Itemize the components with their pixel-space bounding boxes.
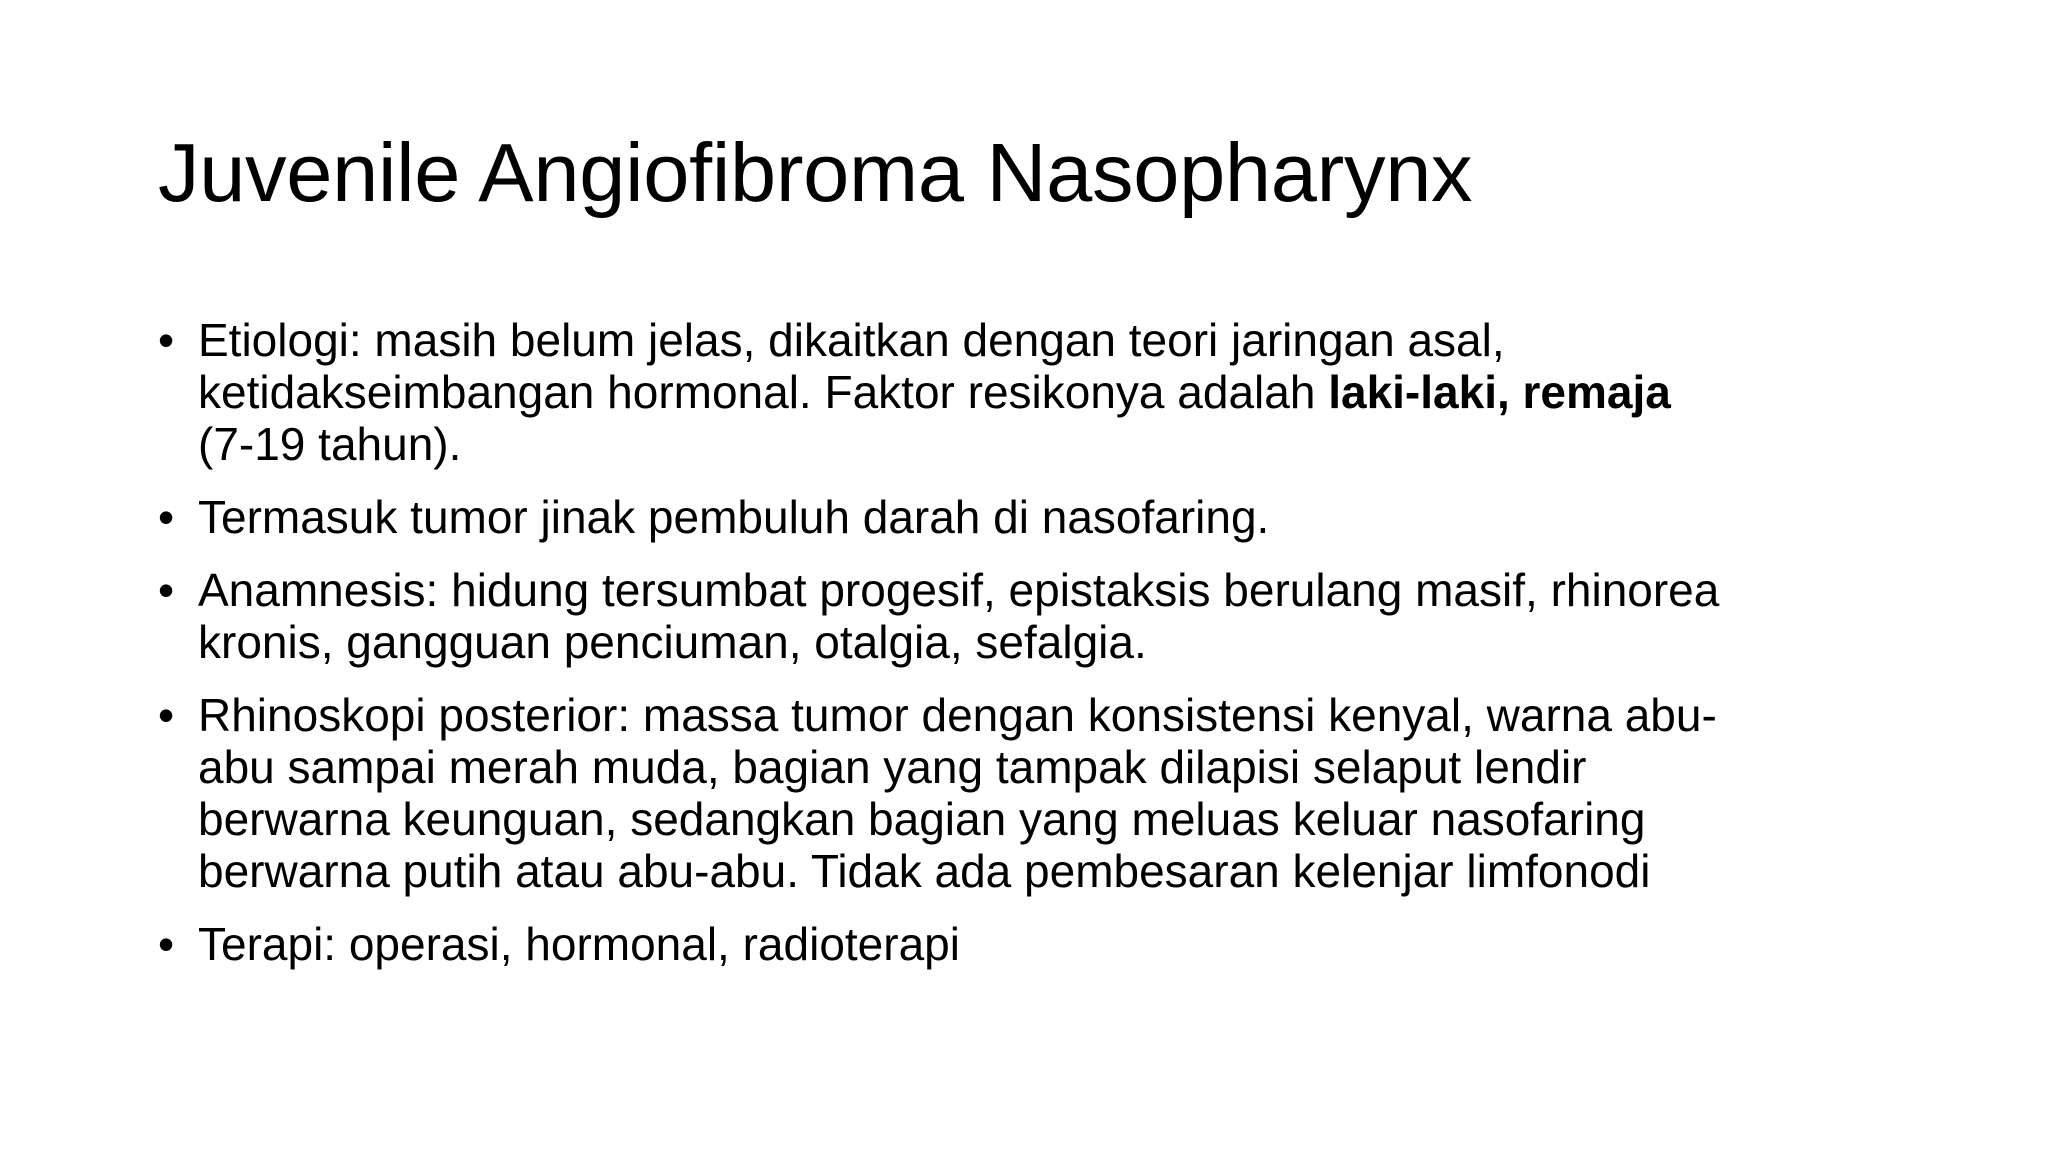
bullet-text-line: kronis, gangguan penciuman, otalgia, sefalgia. (198, 616, 1147, 668)
bullet-text-line: Anamnesis: hidung tersumbat progesif, epistaksis berulang masif, rhinorea (198, 564, 1720, 616)
bullet-text-line: Terapi: operasi, hormonal, radioterapi (198, 918, 960, 970)
bullet-item-rhinoskopi (158, 689, 1908, 897)
bullet-icon: • (158, 491, 175, 543)
bullet-text-segment: ketidakseimbangan hormonal. Faktor resikonya adalah (198, 366, 1329, 418)
bullet-text-line: berwarna putih atau abu-abu. Tidak ada pembesaran kelenjar limfonodi (198, 845, 1651, 897)
bullet-text-line (198, 366, 1908, 418)
bullet-item-anamnesis (158, 564, 1908, 668)
bullet-item-terapi (158, 918, 1908, 970)
bullet-text-line: Etiologi: masih belum jelas, dikaitkan dengan teori jaringan asal, (198, 314, 1505, 366)
bullet-text-line: berwarna keunguan, sedangkan bagian yang meluas keluar nasofaring (198, 793, 1646, 845)
bullet-text-line: (7-19 tahun). (198, 418, 462, 470)
bullet-text-line: Termasuk tumor jinak pembuluh darah di nasofaring. (198, 491, 1270, 543)
bullet-bold-text: laki-laki, remaja (1328, 366, 1671, 418)
bullet-icon: • (158, 314, 175, 366)
bullet-item-etiologi (158, 314, 1908, 470)
slide-title: Juvenile Angiofibroma Nasopharynx (158, 126, 1473, 219)
bullet-icon: • (158, 564, 175, 616)
bullet-icon: • (158, 689, 175, 741)
bullet-item-termasuk (158, 491, 1908, 543)
bullet-text-line: abu sampai merah muda, bagian yang tampak dilapisi selaput lendir (198, 741, 1587, 793)
bullet-text-line: Rhinoskopi posterior: massa tumor dengan konsistensi kenyal, warna abu- (198, 689, 1717, 741)
bullet-icon: • (158, 918, 175, 970)
bullet-list (158, 314, 1908, 991)
